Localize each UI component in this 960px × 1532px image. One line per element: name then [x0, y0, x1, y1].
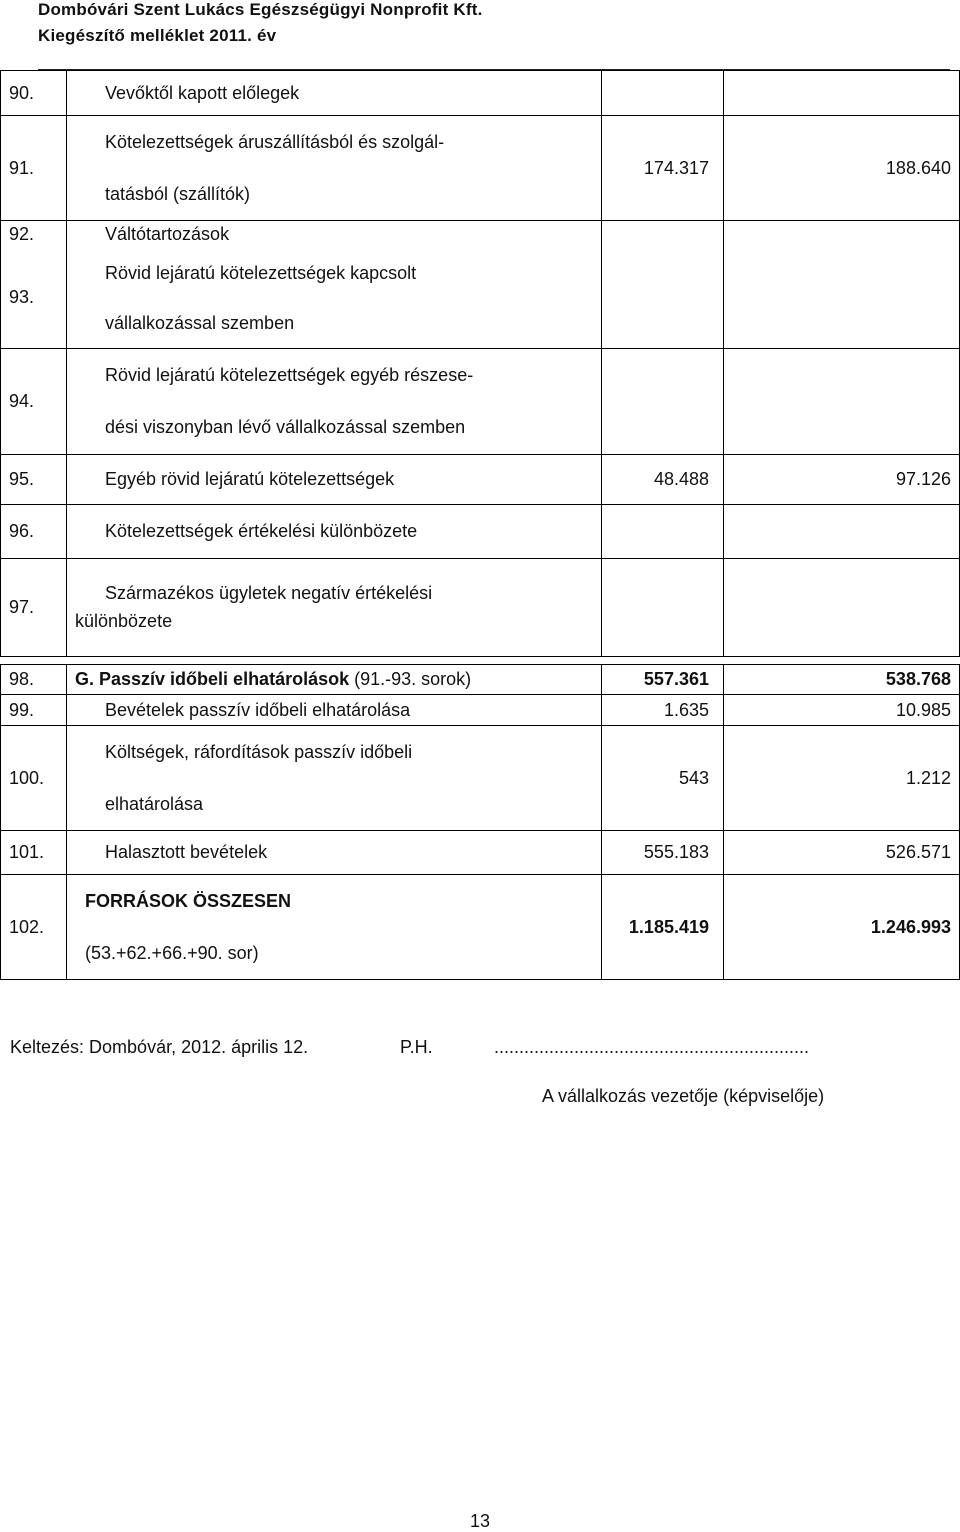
- curr-year-value: 97.126: [724, 454, 960, 504]
- prev-year-value: 543: [602, 726, 724, 831]
- row-label: Kötelezettségek értékelési különbözete: [67, 504, 602, 558]
- stamp-placeholder: P.H.: [400, 1037, 433, 1057]
- prev-year-value: 555.183: [602, 831, 724, 875]
- curr-year-value: 538.768: [724, 665, 960, 695]
- prev-year-value: [602, 558, 724, 656]
- date-place: Keltezés: Dombóvár, 2012. április 12.: [10, 1037, 309, 1057]
- row-label-line: Rövid lejáratú kötelezettségek egyéb részese-: [105, 365, 474, 385]
- signatory-role: A vállalkozás vezetője (képviselője): [542, 1086, 825, 1106]
- curr-year-value: [724, 248, 960, 349]
- total-sublabel: (53.+62.+66.+90. sor): [85, 943, 259, 963]
- table-row: [1, 665, 960, 695]
- table-row: [1, 454, 960, 504]
- row-label: [67, 875, 602, 980]
- prev-year-value: 557.361: [602, 665, 724, 695]
- row-label-line: különbözete: [75, 611, 173, 631]
- total-label: FORRÁSOK ÖSSZESEN: [85, 891, 292, 911]
- row-number: 93.: [1, 248, 67, 349]
- row-number: 94.: [1, 348, 67, 454]
- row-label-line: vállalkozással szemben: [105, 312, 295, 333]
- table-row: [1, 831, 960, 875]
- document-subtitle: Kiegészítő melléklet 2011. év: [38, 26, 277, 45]
- row-label: [67, 726, 602, 831]
- curr-year-value: [724, 504, 960, 558]
- curr-year-value: 1.212: [724, 726, 960, 831]
- row-label-bold: G. Passzív időbeli elhatárolások: [75, 669, 350, 689]
- table-row: [1, 726, 960, 831]
- row-label: [67, 248, 602, 349]
- prev-year-value: 1.635: [602, 695, 724, 726]
- row-label-line: dési viszonyban lévő vállalkozással szemben: [105, 417, 466, 437]
- table-row: [1, 71, 960, 116]
- row-number: 97.: [1, 558, 67, 656]
- row-label-line: elhatárolása: [105, 794, 204, 814]
- table-row: [1, 695, 960, 726]
- row-label: [67, 348, 602, 454]
- row-number: 91.: [1, 116, 67, 221]
- row-label: [67, 116, 602, 221]
- table-row: [1, 558, 960, 656]
- accruals-table: [0, 664, 960, 875]
- curr-year-value: [724, 348, 960, 454]
- prev-year-value: 1.185.419: [602, 875, 724, 980]
- curr-year-value: 526.571: [724, 831, 960, 875]
- row-number: 95.: [1, 454, 67, 504]
- row-label: [67, 558, 602, 656]
- page-number: 13: [469, 1511, 491, 1531]
- row-number: 92.: [1, 221, 67, 248]
- curr-year-value: 188.640: [724, 116, 960, 221]
- prev-year-value: [602, 221, 724, 248]
- row-label: Bevételek passzív időbeli elhatárolása: [67, 695, 602, 726]
- prev-year-value: 48.488: [602, 454, 724, 504]
- row-label: Váltótartozások: [67, 221, 602, 248]
- row-number: 99.: [1, 695, 67, 726]
- liabilities-table: [0, 70, 960, 657]
- curr-year-value: [724, 558, 960, 656]
- row-label-line: Rövid lejáratú kötelezettségek kapcsolt: [105, 262, 417, 283]
- row-number: 100.: [1, 726, 67, 831]
- prev-year-value: 174.317: [602, 116, 724, 221]
- curr-year-value: [724, 71, 960, 116]
- prev-year-value: [602, 348, 724, 454]
- curr-year-value: 1.246.993: [724, 875, 960, 980]
- total-table: [0, 874, 960, 980]
- total-row: [1, 875, 960, 980]
- table-row: [1, 221, 960, 248]
- row-number: 98.: [1, 665, 67, 695]
- prev-year-value: [602, 71, 724, 116]
- row-label: Egyéb rövid lejáratú kötelezettségek: [67, 454, 602, 504]
- row-label-line: Származékos ügyletek negatív értékelési: [105, 583, 433, 603]
- table-row: [1, 504, 960, 558]
- row-number: 102.: [1, 875, 67, 980]
- row-label: Vevőktől kapott előlegek: [67, 71, 602, 116]
- table-row: [1, 116, 960, 221]
- prev-year-value: [602, 504, 724, 558]
- signature-line: ...............................................................: [494, 1037, 810, 1057]
- row-number: 90.: [1, 71, 67, 116]
- row-label-line: Költségek, ráfordítások passzív időbeli: [105, 742, 413, 762]
- row-label-line: tatásból (szállítók): [105, 184, 251, 204]
- row-label: Halasztott bevételek: [67, 831, 602, 875]
- curr-year-value: [724, 221, 960, 248]
- table-row: [1, 348, 960, 454]
- row-label-line: Kötelezettségek áruszállításból és szolgál-: [105, 132, 445, 152]
- row-number: 101.: [1, 831, 67, 875]
- table-row: [1, 248, 960, 349]
- row-label-rest: (91.-93. sorok): [349, 669, 472, 689]
- curr-year-value: 10.985: [724, 695, 960, 726]
- prev-year-value: [602, 248, 724, 349]
- company-name: Dombóvári Szent Lukács Egészségügyi Nonprofit Kft.: [38, 0, 483, 19]
- row-number: 96.: [1, 504, 67, 558]
- row-label: [67, 665, 602, 695]
